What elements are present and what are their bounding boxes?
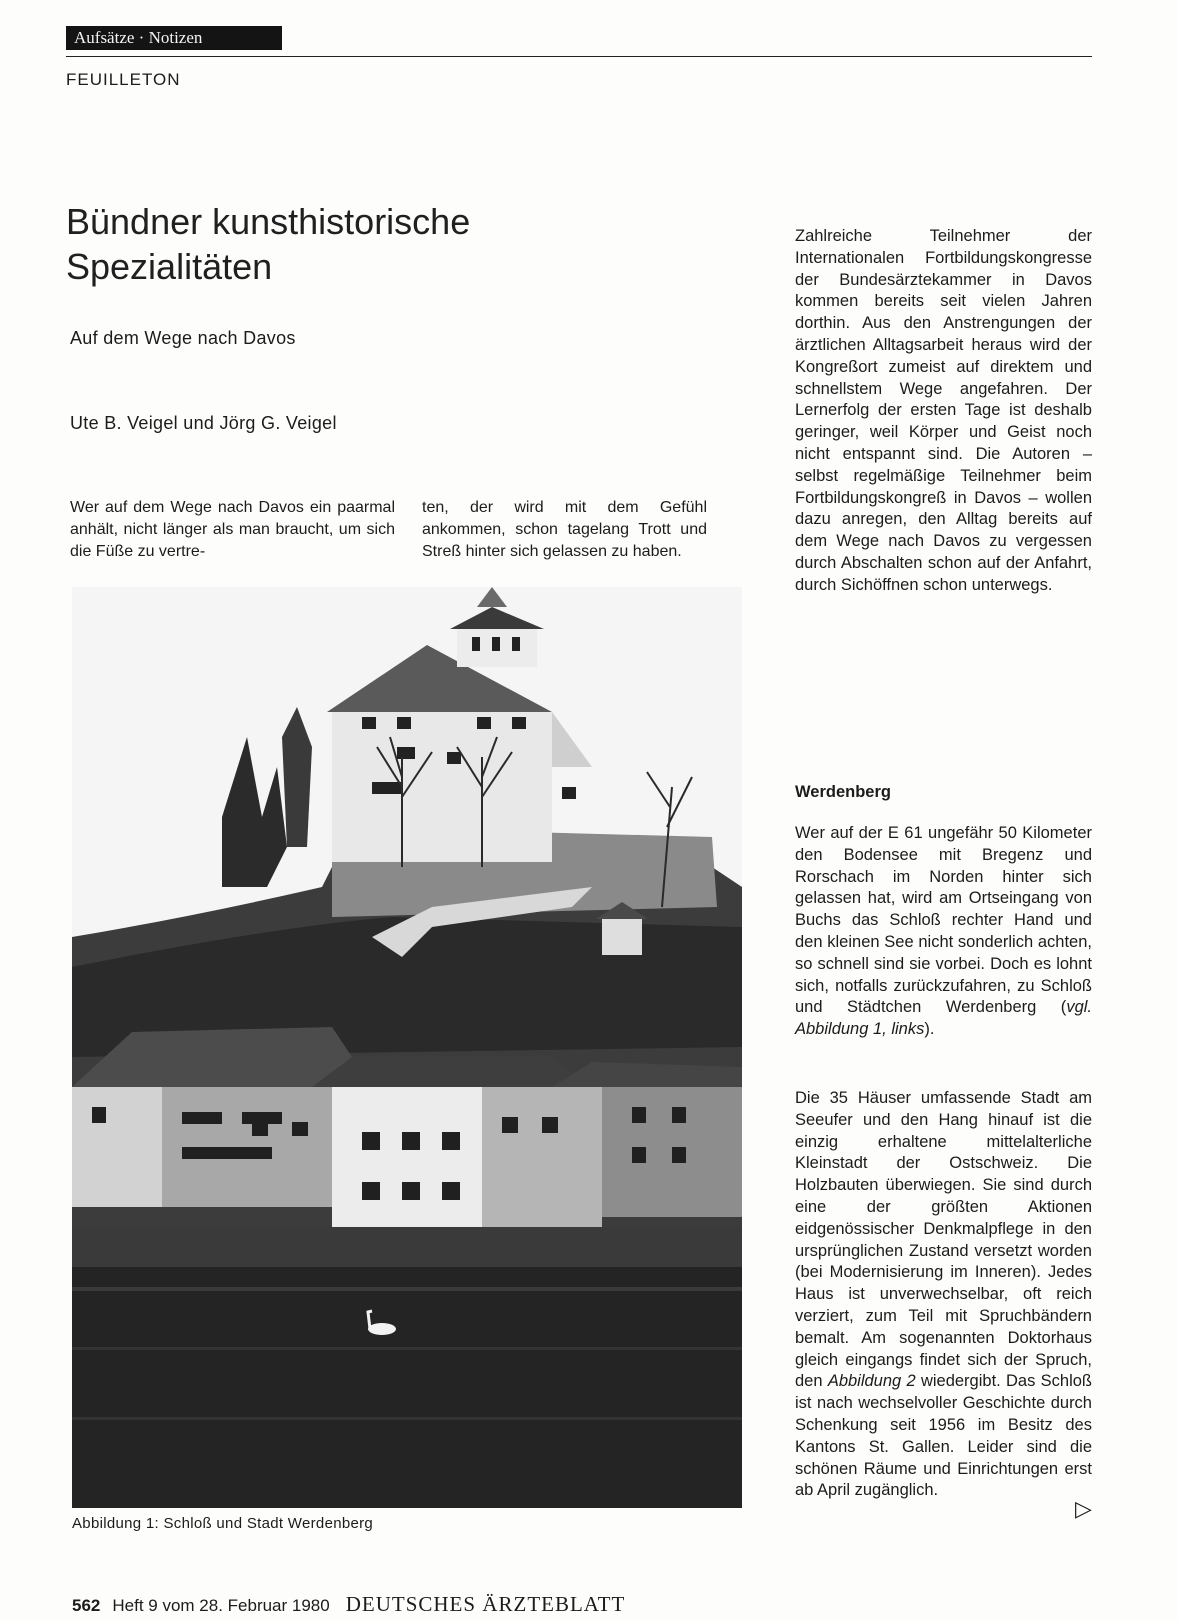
- page-number: 562: [72, 1596, 101, 1615]
- para1-end: ).: [924, 1020, 935, 1039]
- sidebar-summary: Zahlreiche Teilnehmer der Internationalen Fortbildungskongresse der Bundesärztekammer in Davos kommen bereits seit vielen Jahren dorthin. Aus den Anstrengungen der ärztlichen Alltagsarbeit heraus wird der Kongreßort zumeist auf direktem und schnellstem Wege angefahren. Der Lernerfolg der ersten Tage ist deshalb geringer, weil Körper und Geist noch nicht entspannt sind. Die Autoren – selbst regelmäßige Teilnehmer beim Fortbildungskongreß in Davos – wollen dazu anregen, den Alltag bereits auf dem Wege nach Davos zu vergessen durch Abschalten schon auf der Anfahrt, durch Sichöffnen schon unterwegs.: [795, 227, 1092, 594]
- figure-reference: vgl. Abbildung 1, links: [795, 998, 1092, 1039]
- title-line-1: Bündner kunsthistorische: [66, 201, 471, 242]
- intro-column-2: ten, der wird mit dem Gefühl ankommen, schon tagelang Trott und Streß hinter sich gelassen zu haben.: [422, 499, 707, 560]
- triangle-right-icon: ▷: [1075, 1496, 1092, 1521]
- figure-caption: Abbildung 1: Schloß und Stadt Werdenberg: [72, 1515, 374, 1532]
- journal-name: DEUTSCHES ÄRZTEBLATT: [345, 1592, 626, 1616]
- issue-info: Heft 9 vom 28. Februar 1980: [112, 1596, 330, 1615]
- para2-end: wiedergibt. Das Schloß ist nach wechselvoller Geschichte durch Schenkung seit 1956 im Besitz des Kantons St. Gallen. Leider sind die schönen Räume und Einrichtungen erst ab April zugänglich.: [795, 1372, 1092, 1500]
- para1-text: Wer auf der E 61 ungefähr 50 Kilometer den Bodensee mit Bregenz und Rorschach im Norden hinter sich gelassen hat, wird am Ortseingang von Buchs das Schloß rechter Hand und den kleinen See nicht sonderlich achten, so schnell sind sie vorbei. Doch es lohnt sich, notfalls zurückzufahren, zu Schloß und Städtchen Werdenberg (: [795, 824, 1092, 1017]
- kicker: FEUILLETON: [66, 70, 181, 89]
- body-paragraph-2: [795, 1088, 1092, 1502]
- article-title: [66, 199, 666, 289]
- intro-column-1: Wer auf dem Wege nach Davos ein paarmal anhält, nicht länger als man braucht, um sich die Füße zu vertre-: [70, 499, 395, 560]
- header-rule: [66, 56, 1092, 57]
- castle-photo: [72, 587, 742, 1508]
- title-line-2: Spezialitäten: [66, 246, 273, 287]
- para2-text: Die 35 Häuser umfassende Stadt am Seeufer und den Hang hinauf ist die einzig erhaltene mittelalterliche Kleinstadt der Ostschweiz. Die Holzbauten überwiegen. Sie sind durch eine der größten Aktionen eidgenössischer Denkmalpflege in den ursprünglichen Zustand versetzt worden (bei Modernisierung im Inneren). Jedes Haus ist unverwechselbar, oft reich verziert, zum Teil mit Spruchbändern bemalt. Am sogenannten Doktorhaus gleich eingangs findet sich der Spruch, den: [795, 1089, 1092, 1391]
- section-heading: Werdenberg: [795, 783, 891, 801]
- article-subtitle: Auf dem Wege nach Davos: [70, 328, 296, 348]
- section-label: Aufsätze · Notizen: [66, 26, 282, 50]
- page-footer: [72, 1592, 625, 1617]
- figure-reference-2: Abbildung 2: [827, 1372, 916, 1391]
- body-paragraph-1: [795, 823, 1092, 1041]
- article-authors: Ute B. Veigel und Jörg G. Veigel: [70, 413, 337, 433]
